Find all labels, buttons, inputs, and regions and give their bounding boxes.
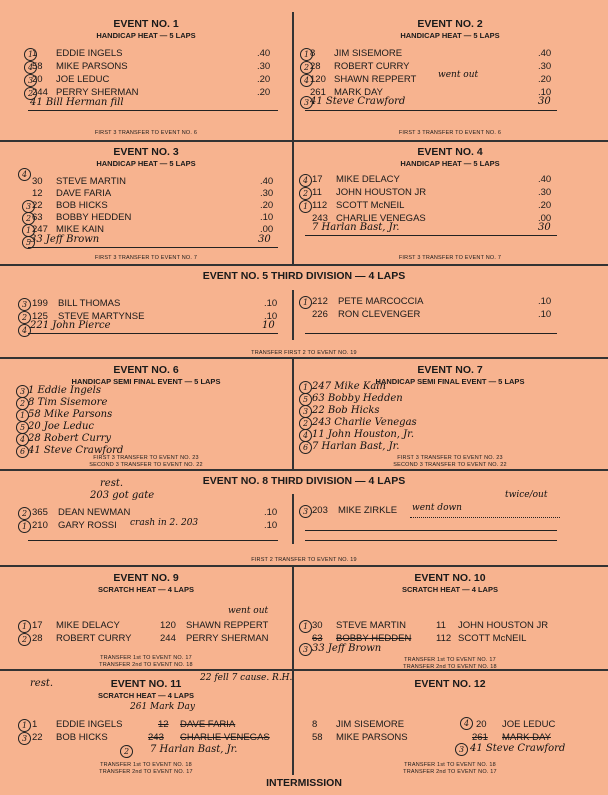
event-10-place-1: 1 bbox=[299, 620, 312, 633]
event-6-transfer-2: SECOND 3 TRANSFER TO EVENT NO. 22 bbox=[89, 462, 203, 468]
divider-row-3 bbox=[0, 357, 608, 359]
event-11-place-2: 3 bbox=[18, 732, 31, 745]
event-7-place-4: 2 bbox=[299, 417, 312, 430]
event-8-note-crash: crash in 2. 203 bbox=[130, 518, 199, 528]
event-11-note-harlan: 7 Harlan Bast, Jr. bbox=[150, 744, 238, 755]
event-6-entry-6: 41 Steve Crawford bbox=[28, 445, 124, 456]
event-8-right-row-1: 203 MIKE ZIRKLE bbox=[312, 505, 398, 516]
event-8-place-2: 1 bbox=[18, 520, 31, 533]
event-6-place-6: 6 bbox=[16, 445, 29, 458]
event-5-place-3: 4 bbox=[18, 324, 31, 337]
event-2-note-went-out: went out bbox=[438, 70, 479, 80]
event-1-handwritten-entry: 41 Bill Herman fill bbox=[30, 97, 124, 108]
event-7-entry-3: 22 Bob Hicks bbox=[312, 405, 380, 416]
event-8-place-3: 3 bbox=[299, 505, 312, 518]
event-8-right-blank-line-1 bbox=[305, 530, 557, 531]
event-9-row-2: 28 ROBERT CURRY 244 PERRY SHERMAN bbox=[32, 633, 269, 644]
event-3-place-1: 4 bbox=[18, 168, 31, 181]
event-3-handwritten-entry: 33 Jeff Brown bbox=[30, 234, 100, 245]
event-3-row-1: 30 STEVE MARTIN .40 bbox=[32, 176, 274, 187]
event-7-place-2: 5 bbox=[299, 393, 312, 406]
event-1-row-3: 20 JOE LEDUC .20 bbox=[32, 74, 271, 85]
event-9-subtitle: SCRATCH HEAT — 4 LAPS bbox=[98, 585, 194, 594]
event-7-place-1: 1 bbox=[299, 381, 312, 394]
event-4-row-1: 17 MIKE DELACY .40 bbox=[312, 174, 552, 185]
event-12-transfer-2: TRANSFER 2nd TO EVENT NO. 17 bbox=[403, 769, 497, 775]
event-3-transfer: FIRST 3 TRANSFER TO EVENT NO. 7 bbox=[94, 255, 198, 261]
event-11-row-2: 22 BOB HICKS 243 CHARLIE VENEGAS bbox=[32, 732, 270, 743]
event-2-row-3: 120 SHAWN REPPERT .20 bbox=[310, 74, 552, 85]
event-1-row-4: 244 PERRY SHERMAN .20 bbox=[32, 87, 271, 98]
event-5-title: EVENT NO. 5 THIRD DIVISION — 4 LAPS bbox=[202, 270, 406, 282]
event-7-transfer-2: SECOND 3 TRANSFER TO EVENT NO. 22 bbox=[393, 462, 507, 468]
event-1-row-1: 1 EDDIE INGELS .40 bbox=[32, 48, 271, 59]
event-5-handwritten-pts: 10 bbox=[262, 320, 275, 331]
event-3-place-5: 5 bbox=[22, 236, 35, 249]
event-5-right-row-2: 226 RON CLEVENGER .10 bbox=[312, 309, 552, 320]
divider-vertical-e5 bbox=[292, 290, 294, 340]
event-10-transfer-1: TRANSFER 1st TO EVENT NO. 17 bbox=[404, 657, 496, 663]
event-4-row-4: 243 CHARLIE VENEGAS .00 bbox=[312, 213, 552, 224]
event-7-entry-2: 63 Bobby Hedden bbox=[312, 393, 403, 404]
event-1-row-2: 58 MIKE PARSONS .30 bbox=[32, 61, 271, 72]
event-6-place-4: 5 bbox=[16, 421, 29, 434]
event-4-handwritten-pts: 30 bbox=[538, 222, 551, 233]
event-5-right-row-1: 212 PETE MARCOCCIA .10 bbox=[312, 296, 552, 307]
event-2-place-1: 1 bbox=[300, 48, 313, 61]
event-8-left-row-2: 210 GARY ROSSI .10 bbox=[32, 520, 278, 531]
event-1-title: EVENT NO. 1 bbox=[113, 18, 179, 30]
event-9-transfer-2: TRANSFER 2nd TO EVENT NO. 18 bbox=[99, 662, 193, 668]
event-4-row-2: 11 JOHN HOUSTON JR .30 bbox=[312, 187, 552, 198]
event-9-place-2: 2 bbox=[18, 633, 31, 646]
event-3-handwritten-pts: 30 bbox=[258, 234, 271, 245]
divider-vertical-e8 bbox=[292, 494, 294, 544]
event-9-row-1: 17 MIKE DELACY 120 SHAWN REPPERT bbox=[32, 620, 269, 631]
event-9-place-1: 1 bbox=[18, 620, 31, 633]
event-6-title: EVENT NO. 6 bbox=[113, 364, 179, 376]
event-12-title: EVENT NO. 12 bbox=[414, 678, 486, 690]
event-12-row-1: 8 JIM SISEMORE 20 JOE LEDUC bbox=[312, 719, 556, 730]
event-3-row-3: 22 BOB HICKS .20 bbox=[32, 200, 274, 211]
event-1-place-4: 2 bbox=[24, 87, 37, 100]
event-10-title: EVENT NO. 10 bbox=[414, 572, 486, 584]
event-5-handwritten-entry: 221 John Pierce bbox=[30, 320, 111, 331]
event-7-entry-4: 243 Charlie Venegas bbox=[312, 417, 417, 428]
event-8-transfer: FIRST 2 TRANSFER TO EVENT NO. 19 bbox=[251, 557, 357, 563]
event-4-place-3: 1 bbox=[299, 200, 312, 213]
event-11-transfer-2: TRANSFER 2nd TO EVENT NO. 17 bbox=[99, 769, 193, 775]
event-12-place-2: 3 bbox=[455, 743, 468, 756]
event-10-row-1: 30 STEVE MARTIN 11 JOHN HOUSTON JR bbox=[312, 620, 549, 631]
event-10-handwritten-entry: 33 Jeff Brown bbox=[312, 643, 382, 654]
event-12-transfer-1: TRANSFER 1st TO EVENT NO. 18 bbox=[404, 762, 496, 768]
event-8-note-twice: twice/out bbox=[505, 490, 548, 500]
event-6-entry-2: 8 Tim Sisemore bbox=[28, 397, 108, 408]
event-10-place-2: 3 bbox=[299, 643, 312, 656]
divider-vertical-top bbox=[292, 12, 294, 264]
event-11-note-fell: 22 fell 7 cause. R.H. bbox=[200, 673, 293, 683]
event-11-subtitle: SCRATCH HEAT — 4 LAPS bbox=[98, 691, 194, 700]
event-7-entry-1: 247 Mike Kain bbox=[312, 381, 386, 392]
event-6-place-3: 1 bbox=[16, 409, 29, 422]
event-3-row-5: 247 MIKE KAIN .00 bbox=[32, 224, 274, 235]
event-2-row-4: 261 MARK DAY .10 bbox=[310, 87, 552, 98]
event-6-entry-4: 20 Joe Leduc bbox=[28, 421, 95, 432]
event-2-row-1: 8 JIM SISEMORE .40 bbox=[310, 48, 552, 59]
event-12-handwritten-entry: 41 Steve Crawford bbox=[470, 743, 566, 754]
event-12-place-1: 4 bbox=[460, 717, 473, 730]
divider-row-2 bbox=[0, 264, 608, 266]
event-6-place-2: 2 bbox=[16, 397, 29, 410]
event-5-left-row-2: 125 STEVE MARTYNSE .10 bbox=[32, 311, 278, 322]
event-2-transfer: FIRST 3 TRANSFER TO EVENT NO. 6 bbox=[398, 130, 502, 136]
intermission-label: INTERMISSION bbox=[266, 777, 342, 789]
event-10-transfer-2: TRANSFER 2nd TO EVENT NO. 18 bbox=[403, 664, 497, 670]
event-4-transfer: FIRST 3 TRANSFER TO EVENT NO. 7 bbox=[398, 255, 502, 261]
event-7-title: EVENT NO. 7 bbox=[417, 364, 483, 376]
event-5-right-blank-line bbox=[305, 333, 557, 334]
event-4-place-1: 4 bbox=[299, 174, 312, 187]
event-8-title: EVENT NO. 8 THIRD DIVISION — 4 LAPS bbox=[202, 475, 406, 487]
event-8-right-dotted-line bbox=[410, 517, 560, 519]
event-3-place-4: 1 bbox=[22, 224, 35, 237]
event-4-place-2: 2 bbox=[299, 187, 312, 200]
event-5-blank-line bbox=[28, 333, 278, 334]
event-7-entry-6: 7 Harlan Bast, Jr. bbox=[312, 441, 400, 452]
event-1-subtitle: HANDICAP HEAT — 5 LAPS bbox=[96, 31, 196, 40]
event-9-title: EVENT NO. 9 bbox=[113, 572, 179, 584]
event-7-place-5: 4 bbox=[299, 429, 312, 442]
event-1-blank-line bbox=[28, 110, 278, 111]
event-4-handwritten-entry: 7 Harlan Bast, Jr. bbox=[312, 222, 400, 233]
event-2-handwritten-entry: 41 Steve Crawford bbox=[310, 96, 406, 107]
event-11-note-mark-day: 261 Mark Day bbox=[130, 702, 195, 712]
divider-row-4 bbox=[0, 469, 608, 471]
event-7-place-3: 3 bbox=[299, 405, 312, 418]
event-12-row-2: 58 MIKE PARSONS 261 MARK DAY bbox=[312, 732, 551, 743]
event-3-row-4: 63 BOBBY HEDDEN .10 bbox=[32, 212, 274, 223]
event-1-place-1: 1 bbox=[24, 48, 37, 61]
event-3-subtitle: HANDICAP HEAT — 5 LAPS bbox=[96, 159, 196, 168]
event-6-entry-3: 58 Mike Parsons bbox=[28, 409, 113, 420]
event-1-transfer: FIRST 3 TRANSFER TO EVENT NO. 6 bbox=[94, 130, 198, 136]
event-6-place-1: 3 bbox=[16, 385, 29, 398]
event-8-note-went: went down bbox=[412, 503, 462, 513]
event-2-handwritten-pts: 30 bbox=[538, 96, 551, 107]
event-2-place-4: 3 bbox=[300, 96, 313, 109]
event-2-blank-line bbox=[305, 110, 557, 111]
event-2-row-2: 28 ROBERT CURRY .30 bbox=[310, 61, 552, 72]
event-8-note-rest: rest. bbox=[100, 478, 124, 489]
event-5-place-1: 3 bbox=[18, 298, 31, 311]
event-7-entry-5: 11 John Houston, Jr. bbox=[312, 429, 415, 440]
event-10-subtitle: SCRATCH HEAT — 4 LAPS bbox=[402, 585, 498, 594]
event-2-place-2: 2 bbox=[300, 61, 313, 74]
event-11-row-1: 1 EDDIE INGELS 12 DAVE FARIA bbox=[32, 719, 236, 730]
divider-row-5 bbox=[0, 565, 608, 567]
event-5-transfer: TRANSFER FIRST 2 TO EVENT NO. 19 bbox=[251, 350, 357, 356]
event-8-place-1: 2 bbox=[18, 507, 31, 520]
event-4-subtitle: HANDICAP HEAT — 5 LAPS bbox=[400, 159, 500, 168]
event-8-right-blank-line-2 bbox=[305, 540, 557, 541]
event-9-note-went-out: went out bbox=[228, 606, 269, 616]
event-11-place-1: 1 bbox=[18, 719, 31, 732]
event-6-place-5: 4 bbox=[16, 433, 29, 446]
event-2-place-3: 4 bbox=[300, 74, 313, 87]
event-3-row-2: 12 DAVE FARIA .30 bbox=[32, 188, 274, 199]
event-6-entry-5: 28 Robert Curry bbox=[28, 433, 112, 444]
event-4-title: EVENT NO. 4 bbox=[417, 146, 483, 158]
event-8-blank-line bbox=[28, 540, 278, 541]
event-6-entry-1: 1 Eddie Ingels bbox=[28, 385, 101, 396]
event-5-place-4: 1 bbox=[299, 296, 312, 309]
event-1-place-2: 4 bbox=[24, 61, 37, 74]
event-8-left-row-1: 365 DEAN NEWMAN .10 bbox=[32, 507, 278, 518]
event-5-left-row-1: 199 BILL THOMAS .10 bbox=[32, 298, 278, 309]
event-7-subtitle: HANDICAP SEMI FINAL EVENT — 5 LAPS bbox=[375, 377, 525, 386]
event-8-note-gate: 203 got gate bbox=[90, 490, 155, 501]
event-9-transfer-1: TRANSFER 1st TO EVENT NO. 17 bbox=[100, 655, 192, 661]
event-11-transfer-1: TRANSFER 1st TO EVENT NO. 18 bbox=[100, 762, 192, 768]
event-10-row-2: 63 BOBBY HEDDEN 112 SCOTT McNEIL bbox=[312, 633, 527, 644]
event-2-title: EVENT NO. 2 bbox=[417, 18, 483, 30]
event-3-title: EVENT NO. 3 bbox=[113, 146, 179, 158]
event-6-subtitle: HANDICAP SEMI FINAL EVENT — 5 LAPS bbox=[71, 377, 221, 386]
event-3-place-2: 3 bbox=[22, 200, 35, 213]
event-11-title: EVENT NO. 11 bbox=[110, 678, 182, 690]
event-7-place-6: 6 bbox=[299, 441, 312, 454]
event-7-transfer-1: FIRST 3 TRANSFER TO EVENT NO. 23 bbox=[397, 455, 503, 461]
event-4-row-3: 112 SCOTT McNEIL .20 bbox=[312, 200, 552, 211]
event-3-blank-line bbox=[28, 247, 278, 248]
divider-row-1 bbox=[0, 140, 608, 142]
event-11-note-rest: rest. bbox=[30, 678, 54, 689]
event-3-place-3: 2 bbox=[22, 212, 35, 225]
event-4-blank-line bbox=[305, 235, 557, 236]
event-5-place-2: 2 bbox=[18, 311, 31, 324]
event-6-transfer-1: FIRST 3 TRANSFER TO EVENT NO. 23 bbox=[93, 455, 199, 461]
event-11-place-3: 2 bbox=[120, 745, 133, 758]
event-2-subtitle: HANDICAP HEAT — 5 LAPS bbox=[400, 31, 500, 40]
event-1-place-3: 3 bbox=[24, 74, 37, 87]
